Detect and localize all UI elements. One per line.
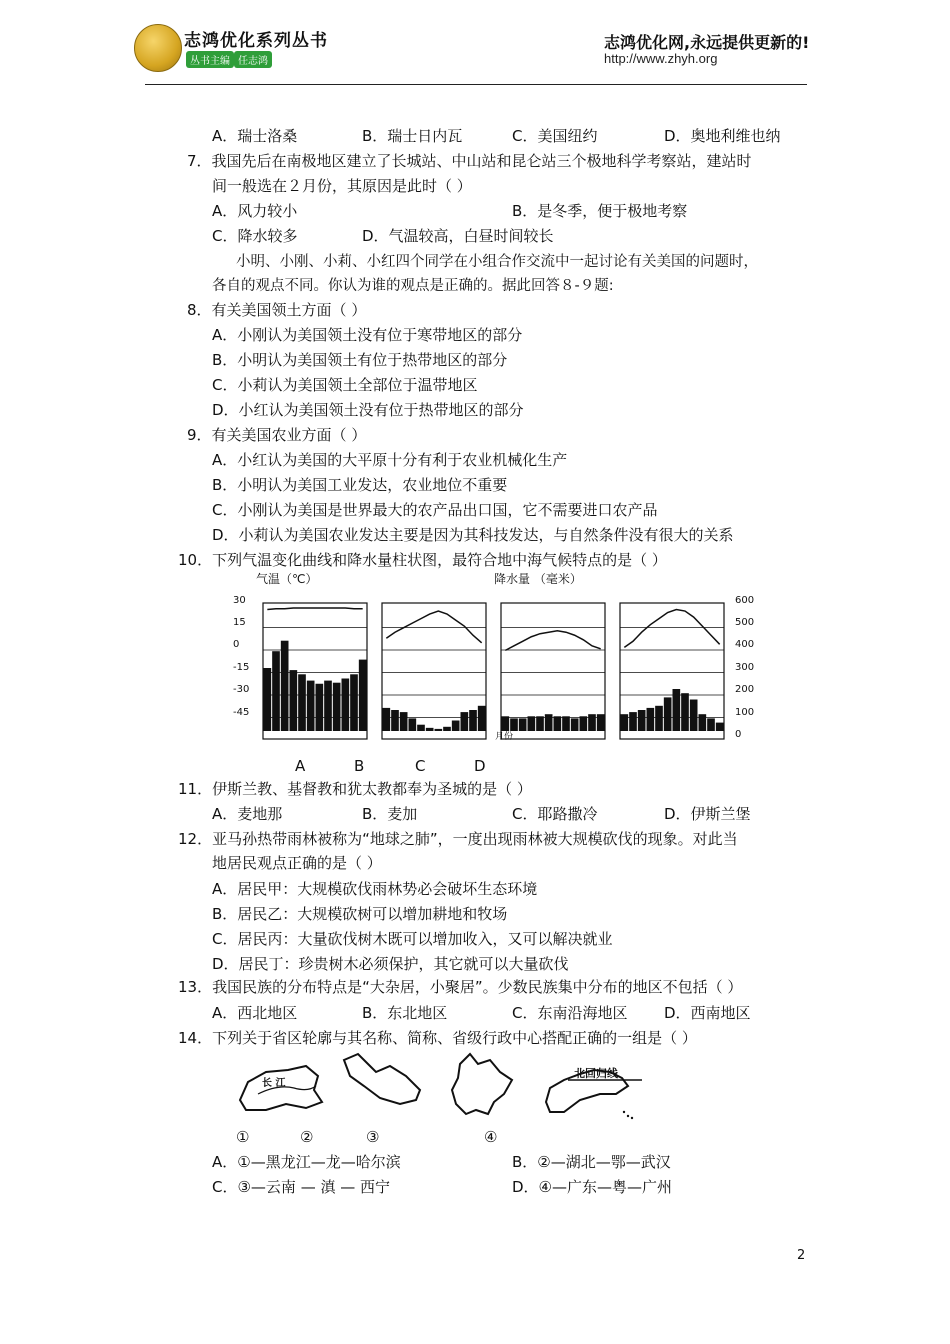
q9-option-b: B．小明认为美国工业发达，农业地位不重要 [212, 476, 508, 494]
province-outline-maps [230, 1050, 660, 1125]
temperature-line [624, 610, 719, 648]
precipitation-bar [629, 712, 637, 731]
precipitation-bar [400, 712, 408, 731]
precipitation-bar [461, 712, 469, 731]
precipitation-bar [554, 716, 562, 731]
q14-stem: 14．下列关于省区轮廓与其名称、简称、省级行政中心搭配正确的一组是（ ） [178, 1029, 697, 1047]
precipitation-bar [690, 700, 698, 732]
precipitation-bar [638, 710, 646, 731]
precipitation-bar [333, 683, 341, 731]
editor-tag-label: 丛书主编 [186, 51, 234, 68]
precip-tick: 100 [735, 707, 755, 718]
temp-tick: 0 [233, 639, 240, 650]
q13-option-a: A．西北地区 [212, 1004, 298, 1022]
precipitation-bar [655, 706, 663, 731]
precipitation-bar [316, 684, 324, 731]
island-dot [623, 1111, 625, 1113]
precipitation-bar [426, 728, 434, 731]
island-dot [631, 1117, 633, 1119]
q14-option-b: B．②—湖北—鄂—武汉 [512, 1153, 671, 1171]
precipitation-bar [562, 716, 570, 731]
series-title: 志鸿优化系列丛书 [184, 31, 328, 51]
precipitation-bar [307, 681, 315, 731]
chart-label-a: A [295, 757, 306, 775]
precipitation-bar [707, 718, 715, 731]
book-series-logo [134, 24, 182, 72]
precipitation-bar [443, 727, 451, 731]
q6-option-b: B．瑞士日内瓦 [362, 127, 463, 145]
map-number-3: ③ [366, 1128, 380, 1146]
precipitation-bar [359, 660, 367, 731]
q7-option-d: D．气温较高，白昼时间较长 [362, 227, 554, 245]
precipitation-bar [673, 689, 681, 731]
header-divider [145, 84, 807, 85]
precip-tick: 200 [735, 684, 755, 695]
editor-name-tag: 任志鸿 [234, 51, 272, 68]
precipitation-bar [391, 710, 399, 731]
precipitation-bar [469, 710, 477, 731]
q9-option-a: A．小红认为美国的大平原十分有利于农业机械化生产 [212, 451, 568, 469]
precipitation-bar [571, 718, 579, 731]
precipitation-bar [647, 708, 655, 731]
q12-option-a: A．居民甲：大规模砍伐雨林势必会破坏生态环境 [212, 880, 538, 898]
q8-9-intro: 小明、小刚、小莉、小红四个同学在小组合作交流中一起讨论有关美国的问题时， [236, 254, 758, 270]
q6-option-c: C．美国纽约 [512, 127, 598, 145]
q7-option-c: C．降水较多 [212, 227, 298, 245]
q12-option-c: C．居民丙：大量砍伐树木既可以增加收入，又可以解决就业 [212, 930, 613, 948]
q10-stem: 10．下列气温变化曲线和降水量柱状图，最符合地中海气候特点的是（ ） [178, 551, 667, 569]
precipitation-bar [519, 718, 527, 731]
q6-option-d: D．奥地利维也纳 [664, 127, 781, 145]
precipitation-bar [588, 714, 596, 731]
precipitation-bar [699, 714, 707, 731]
q8-option-a: A．小刚认为美国领土没有位于寒带地区的部分 [212, 326, 523, 344]
q13-option-d: D．西南地区 [664, 1004, 751, 1022]
site-url: http://www.zhyh.org [604, 51, 718, 66]
precipitation-bar [681, 693, 689, 731]
precipitation-bar [452, 721, 460, 732]
precipitation-bar [290, 670, 298, 731]
map-number-1: ① [236, 1128, 250, 1146]
chart-label-d: D [474, 757, 486, 775]
temperature-line [386, 611, 481, 643]
q12-stem: 12．亚马孙热带雨林被称为“地球之肺”，一度出现雨林被大规模砍伐的现象。对此当 [178, 830, 738, 848]
precipitation-bar [597, 714, 605, 731]
temp-tick: -15 [233, 662, 250, 673]
precipitation-axis-label: 降水量 （毫米） [494, 572, 582, 586]
precip-tick: 600 [735, 595, 755, 606]
precipitation-bar [272, 651, 280, 731]
precipitation-bar [545, 714, 553, 731]
precipitation-bar [409, 718, 417, 731]
tropic-label: 北回归线 [574, 1067, 618, 1080]
q7-option-b: B．是冬季，便于极地考察 [512, 202, 688, 220]
map-number-2: ② [300, 1128, 314, 1146]
precipitation-bar [716, 723, 724, 731]
precip-tick: 0 [735, 729, 742, 740]
q13-stem: 13．我国民族的分布特点是“大杂居，小聚居”。少数民族集中分布的地区不包括（ ） [178, 978, 743, 996]
precipitation-bar [264, 668, 272, 731]
month-axis-label: 月份 [495, 732, 514, 742]
chart-label-b: B [354, 757, 365, 775]
q8-option-b: B．小明认为美国领土有位于热带地区的部分 [212, 351, 508, 369]
precipitation-bar [621, 714, 629, 731]
page-number: 2 [797, 1248, 806, 1263]
q11-option-b: B．麦加 [362, 805, 418, 823]
precipitation-bar [383, 708, 391, 731]
map-number-4: ④ [484, 1128, 498, 1146]
q14-option-a: A．①—黑龙江—龙—哈尔滨 [212, 1153, 401, 1171]
q9-stem: 9．有关美国农业方面（ ） [187, 426, 367, 444]
q11-stem: 11．伊斯兰教、基督教和犹太教都奉为圣城的是（ ） [178, 780, 532, 798]
q13-option-b: B．东北地区 [362, 1004, 448, 1022]
chart-label-c: C [415, 757, 426, 775]
temperature-line [505, 631, 600, 651]
province-outline-2 [344, 1054, 420, 1104]
q12-option-d: D．居民丁：珍贵树木必须保护，其它就可以大量砍伐 [212, 955, 569, 973]
precipitation-bar [478, 706, 486, 731]
q7-stem: 7．我国先后在南极地区建立了长城站、中山站和昆仑站三个极地科学考察站，建站时 [187, 152, 752, 170]
precipitation-bar [510, 718, 518, 731]
site-slogan: 志鸿优化网,永远提供更新的! [604, 33, 810, 52]
q8-stem: 8．有关美国领土方面（ ） [187, 301, 367, 319]
q11-option-a: A．麦地那 [212, 805, 283, 823]
precipitation-bar [435, 729, 443, 731]
temp-tick: -30 [233, 684, 250, 695]
q14-option-c: C．③—云南 — 滇 — 西宁 [212, 1178, 390, 1196]
q8-option-d: D．小红认为美国领土没有位于热带地区的部分 [212, 401, 524, 419]
q11-option-c: C．耶路撒冷 [512, 805, 598, 823]
precipitation-bar [664, 697, 672, 731]
precipitation-bar [580, 716, 588, 731]
q7-option-a: A．风力较小 [212, 202, 298, 220]
q7-stem-cont: 间一般选在２月份，其原因是此时（ ） [212, 177, 472, 195]
q12-option-b: B．居民乙：大规模砍树可以增加耕地和牧场 [212, 905, 508, 923]
precip-tick: 400 [735, 639, 755, 650]
q8-option-c: C．小莉认为美国领土全部位于温带地区 [212, 376, 478, 394]
temperature-axis-label: 气温（℃） [256, 572, 318, 586]
precipitation-bar [417, 725, 425, 731]
precipitation-bar [342, 679, 350, 732]
precip-tick: 500 [735, 617, 755, 628]
temperature-line [267, 608, 362, 610]
q13-option-c: C．东南沿海地区 [512, 1004, 628, 1022]
q9-option-c: C．小刚认为美国是世界最大的农产品出口国，它不需要进口农产品 [212, 501, 658, 519]
island-dot [627, 1115, 629, 1117]
temp-tick: -45 [233, 707, 250, 718]
precipitation-bar [298, 674, 306, 731]
q9-option-d: D．小莉认为美国农业发达主要是因为其科技发达，与自然条件没有很大的关系 [212, 526, 734, 544]
precipitation-bar [324, 681, 332, 731]
yangtze-label: 长 江 [262, 1078, 286, 1089]
province-outline-3 [452, 1054, 512, 1114]
q8-9-intro-cont: 各自的观点不同。你认为谁的观点是正确的。据此回答８-９题: [212, 278, 614, 294]
temp-tick: 15 [233, 617, 246, 628]
climate-charts [255, 595, 735, 745]
precipitation-bar [350, 674, 358, 731]
precipitation-bar [528, 716, 536, 731]
precipitation-bar [502, 716, 510, 731]
precipitation-bar [281, 641, 289, 731]
precip-tick: 300 [735, 662, 755, 673]
q11-option-d: D．伊斯兰堡 [664, 805, 751, 823]
q12-stem-cont: 地居民观点正确的是（ ） [212, 854, 382, 872]
precipitation-bar [536, 716, 544, 731]
q6-option-a: A．瑞士洛桑 [212, 127, 298, 145]
temp-tick: 30 [233, 595, 246, 606]
q14-option-d: D．④—广东—粤—广州 [512, 1178, 672, 1196]
